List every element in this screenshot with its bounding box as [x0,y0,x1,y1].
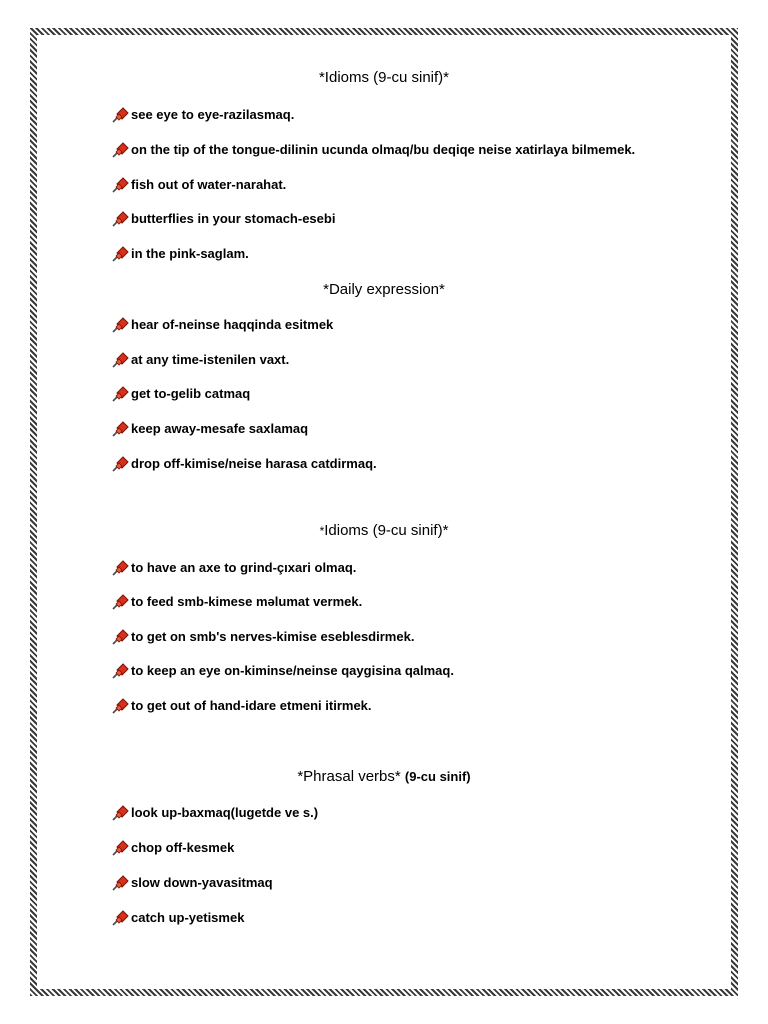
pushpin-icon [110,176,130,194]
pushpin-icon [110,874,130,892]
list-item [110,384,250,404]
item-text: butterflies in your stomach-esebi [131,211,336,226]
item-text: keep away-mesafe saxlamaq [131,421,309,436]
item-text: in the pink-saglam. [131,246,249,261]
list-item [110,627,414,647]
list-item [110,908,244,928]
pushpin-icon [110,245,130,263]
list-item [110,175,286,195]
item-text: to get out of hand-idare etmeni itirmek. [131,698,372,713]
item-text: to have an axe to grind-çıxari olmaq. [131,560,357,575]
item-text: see eye to eye-razilasmaq. [131,107,295,122]
item-text: look up-baxmaq(lugetde ve s.) [131,805,319,820]
list-item [110,696,372,716]
item-text: to feed smb-kimese məlumat vermek. [131,594,363,609]
section-heading-idioms-2 [0,521,768,541]
heading-subtitle: (9-cu sinif) [404,769,471,784]
item-text: hear of-neinse haqqinda esitmek [131,317,334,332]
item-text: chop off-kesmek [131,840,235,855]
item-text: to keep an eye on-kiminse/neinse qaygisina qalmaq. [131,663,454,678]
pushpin-icon [110,141,130,159]
list-item [110,244,249,264]
pushpin-icon [110,697,130,715]
list-item [110,140,635,160]
section-heading-idioms [0,68,768,88]
pushpin-icon [110,593,130,611]
item-text: slow down-yavasitmaq [131,875,273,890]
pushpin-icon [110,662,130,680]
list-item [110,454,377,474]
item-text: on the tip of the tongue-dilinin ucunda olmaq/bu deqiqe neise xatirlaya bilmemek. [131,142,636,157]
list-item [110,873,273,893]
section-heading-daily-expression [0,280,768,300]
list-item [110,209,335,229]
pushpin-icon [110,839,130,857]
pushpin-icon [110,909,130,927]
item-text: catch up-yetismek [131,910,245,925]
pushpin-icon [110,804,130,822]
pushpin-icon [110,455,130,473]
item-text: to get on smb's nerves-kimise eseblesdirmek. [131,629,415,644]
pushpin-icon [110,210,130,228]
heading-prefix: * [319,524,325,538]
list-item [110,661,454,681]
item-text: fish out of water-narahat. [131,177,287,192]
pushpin-icon [110,385,130,403]
list-item [110,838,234,858]
item-text: drop off-kimise/neise harasa catdirmaq. [131,456,377,471]
list-item [110,592,362,612]
list-item [110,419,308,439]
pushpin-icon [110,351,130,369]
list-item [110,315,333,335]
pushpin-icon [110,559,130,577]
pushpin-icon [110,106,130,124]
heading-text: Idioms (9-cu sinif)* [324,522,449,539]
list-item [110,558,356,578]
item-text: at any time-istenilen vaxt. [131,352,290,367]
item-text: get to-gelib catmaq [131,386,251,401]
list-item [110,105,294,125]
heading-text: *Daily expression* [323,281,445,298]
list-item [110,350,289,370]
list-item [110,803,318,823]
pushpin-icon [110,420,130,438]
heading-text: *Idioms (9-cu sinif)* [318,69,450,86]
section-heading-phrasal-verbs [0,767,768,787]
pushpin-icon [110,316,130,334]
pushpin-icon [110,628,130,646]
heading-text: *Phrasal verbs* [297,768,401,785]
